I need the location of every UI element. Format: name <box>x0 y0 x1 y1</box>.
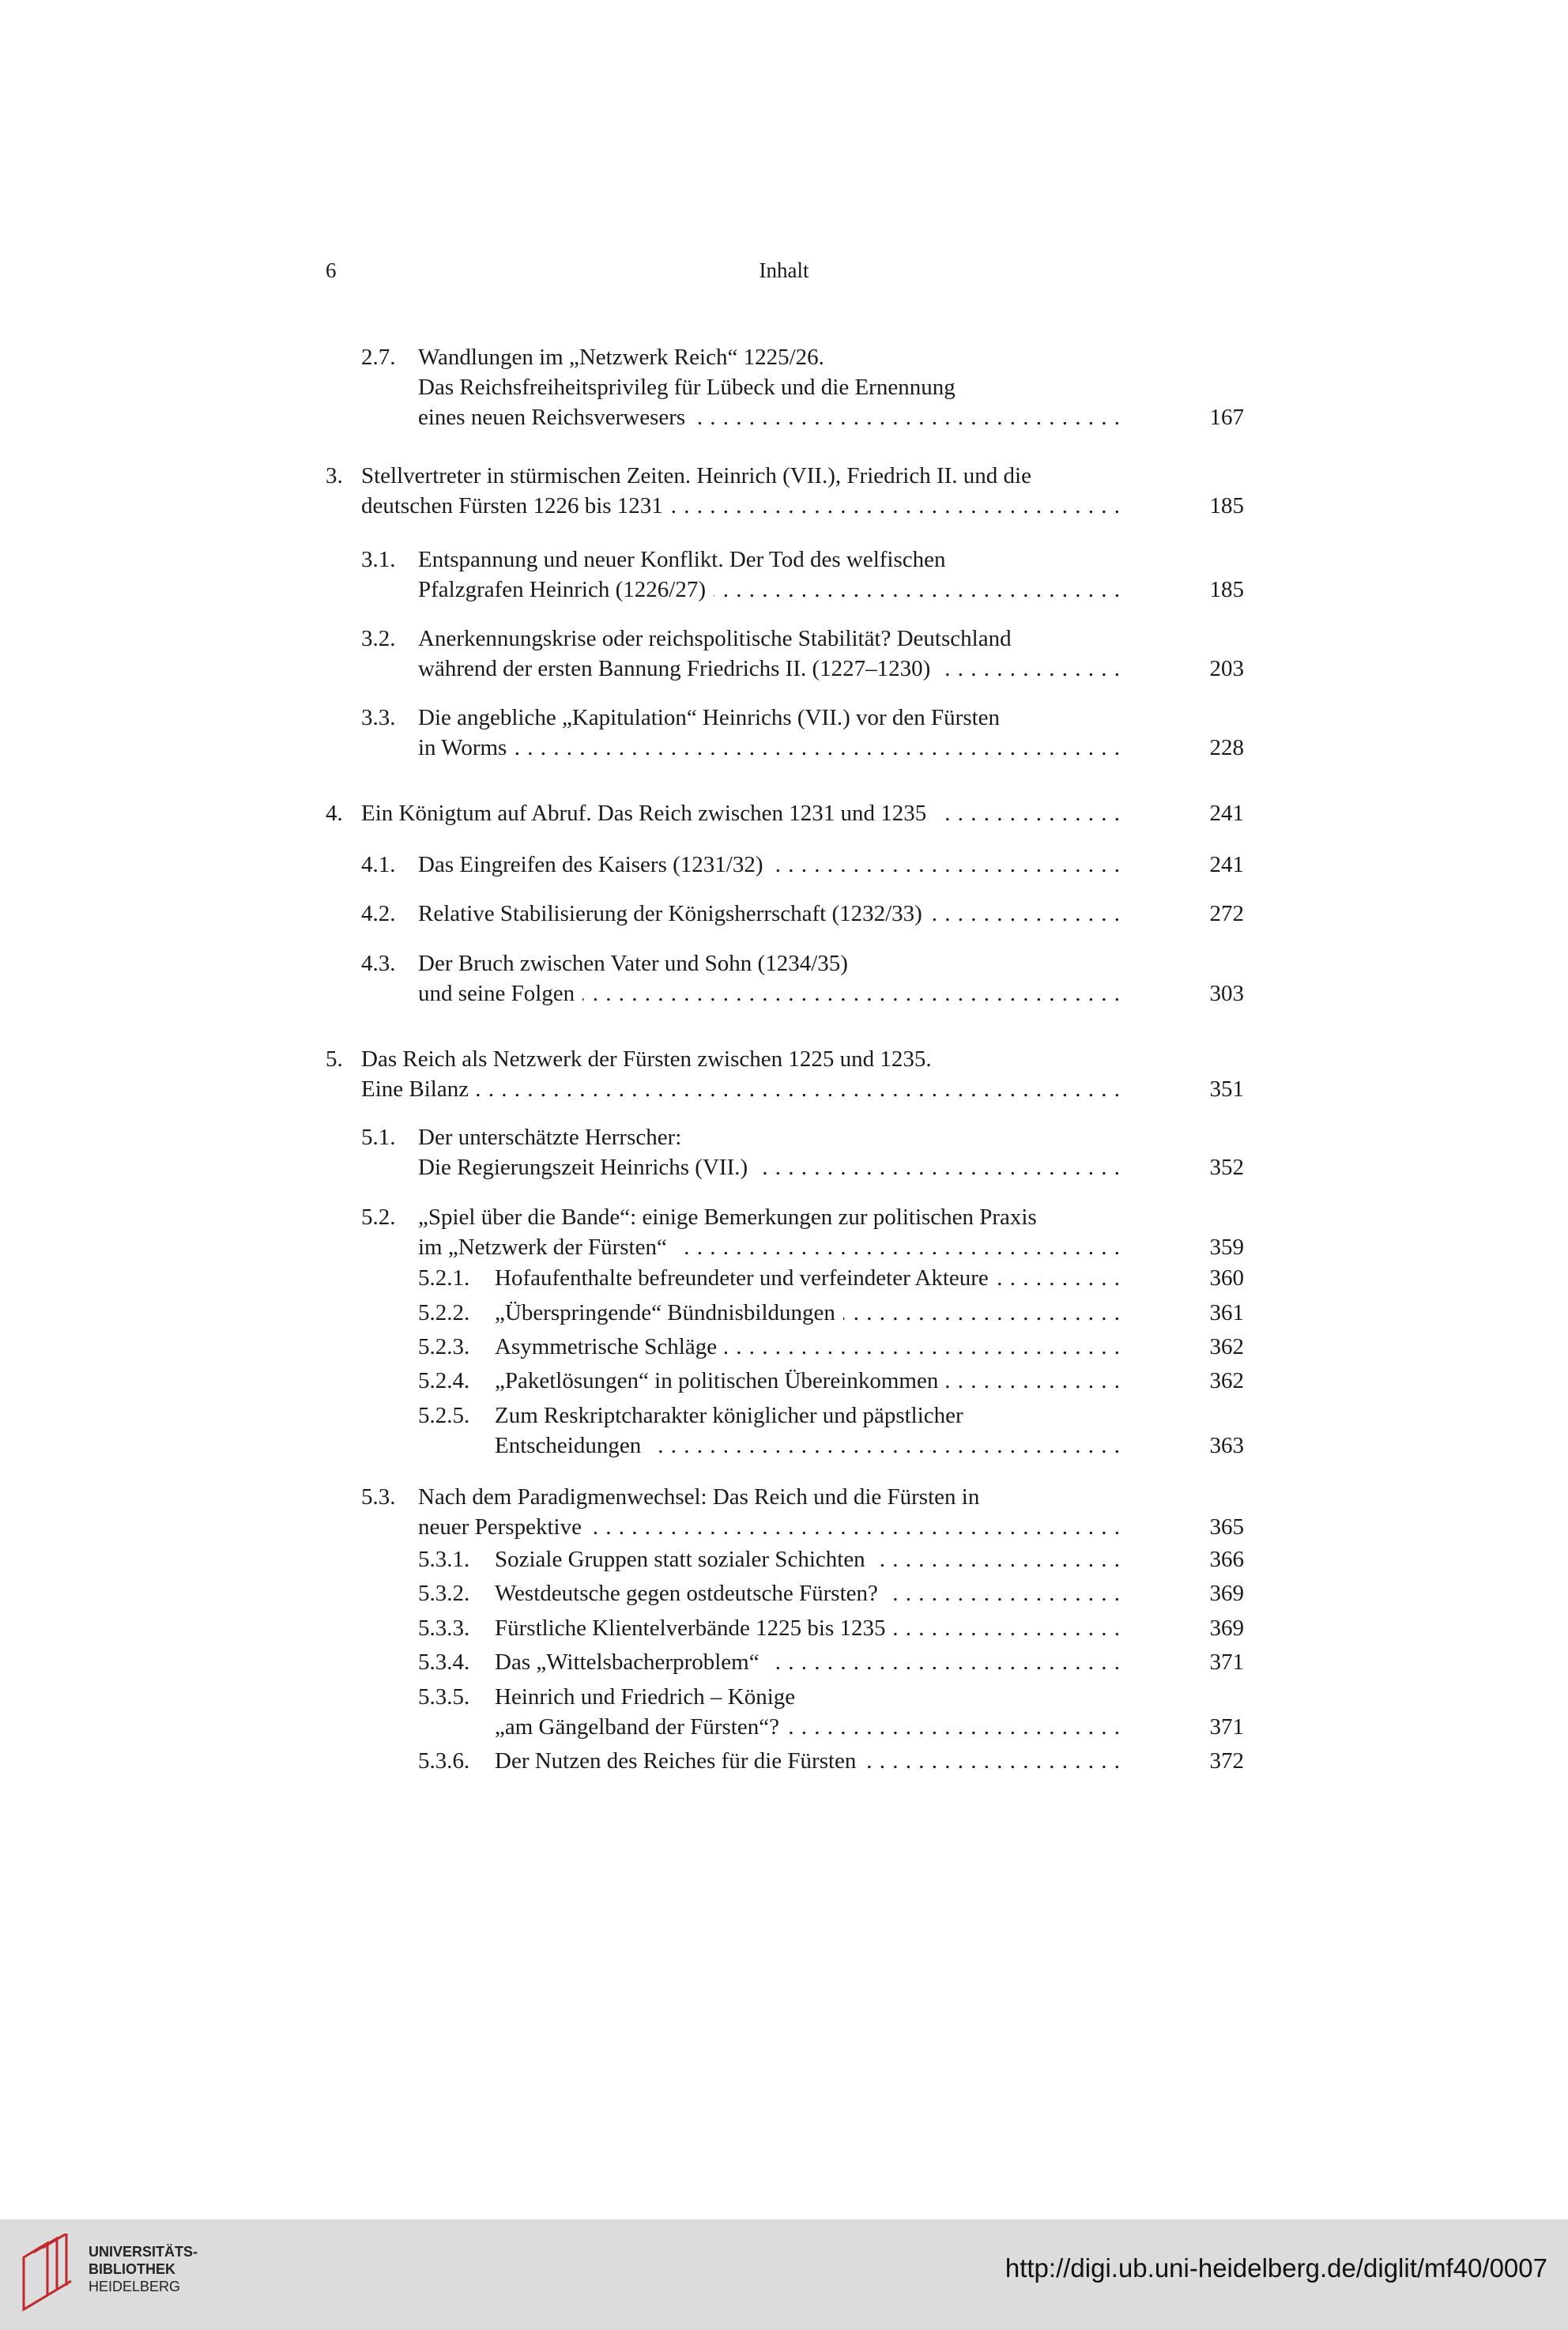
toc-entry-title-line: Soziale Gruppen statt sozialer Schichten <box>495 1547 865 1572</box>
toc-entry-title-line: Entscheidungen <box>495 1433 642 1458</box>
toc-entry-title-line: Ein Königtum auf Abruf. Das Reich zwischen 1231 und 1235 <box>361 801 927 826</box>
dot-leader <box>590 1512 1121 1542</box>
toc-entry-number: 5.3.6. <box>418 1748 470 1774</box>
toc-entry-title-line: Der unterschätzte Herrscher: <box>418 1125 682 1150</box>
dot-leader <box>767 1647 1121 1677</box>
toc-entry-page: 228 <box>1209 735 1244 760</box>
toc-entry-title-line: Hofaufenthalte befreundeter und verfeindeter Akteure <box>495 1265 989 1291</box>
toc-entry-page: 241 <box>1209 852 1244 877</box>
dot-leader <box>582 978 1121 1009</box>
toc-entry-number: 5.3. <box>361 1484 396 1510</box>
toc-entry-title-line: deutschen Fürsten 1226 bis 1231 <box>361 493 663 518</box>
toc-entry-page: 359 <box>1209 1235 1244 1260</box>
toc-entry-title-line: Der Nutzen des Reiches für die Fürsten <box>495 1748 857 1774</box>
toc-entry-title-line: Wandlungen im „Netzwerk Reich“ 1225/26. <box>418 345 824 370</box>
toc-entry-title-line: eines neuen Reichsverwesers <box>418 405 686 430</box>
toc-entry-title-line: Entspannung und neuer Konflikt. Der Tod des welfischen <box>418 547 946 572</box>
running-head: Inhalt <box>759 258 809 282</box>
toc-entry-page: 372 <box>1209 1748 1244 1774</box>
toc-entry-title-line: Das Reich als Netzwerk der Fürsten zwischen 1225 und 1235. <box>361 1046 932 1072</box>
dot-leader <box>787 1712 1121 1742</box>
toc-entry-title-line: „Paketlösungen“ in politischen Übereinkommen <box>495 1368 939 1393</box>
toc-entry-title-line: Der Bruch zwischen Vater und Sohn (1234/35) <box>418 951 848 976</box>
dot-leader <box>946 1366 1121 1396</box>
page-number: 6 <box>326 258 337 282</box>
toc-entry-page: 369 <box>1209 1616 1244 1641</box>
toc-entry-title-line: „am Gängelband der Fürsten“? <box>495 1714 779 1740</box>
toc-entry-page: 371 <box>1209 1649 1244 1675</box>
dot-leader <box>649 1431 1121 1461</box>
toc-entry-page: 185 <box>1209 577 1244 602</box>
toc-entry-title-line: „Spiel über die Bande“: einige Bemerkungen zur politischen Praxis <box>418 1205 1037 1230</box>
toc-entry-title-line: „Überspringende“ Bündnisbildungen <box>495 1300 835 1325</box>
toc-entry-title-line: Das Reichsfreiheitsprivileg für Lübeck und die Ernennung <box>418 375 956 400</box>
toc-entry-title-line: Pfalzgrafen Heinrich (1226/27) <box>418 577 706 602</box>
dot-leader <box>873 1544 1121 1574</box>
logo-line: UNIVERSITÄTS- <box>89 2244 198 2260</box>
dot-leader <box>894 1613 1121 1643</box>
toc-entry-number: 5.3.1. <box>418 1547 470 1572</box>
toc-entry-page: 362 <box>1209 1368 1244 1393</box>
toc-entry-number: 5. <box>326 1046 343 1072</box>
toc-entry-number: 5.3.4. <box>418 1649 470 1675</box>
toc-entry-page: 241 <box>1209 801 1244 826</box>
library-logo-icon <box>16 2234 79 2313</box>
toc-entry-number: 3.1. <box>361 547 396 572</box>
toc-entry-number: 4.3. <box>361 951 396 976</box>
toc-entry-page: 369 <box>1209 1581 1244 1606</box>
toc-entry-title-line: Fürstliche Klientelverbände 1225 bis 1235 <box>495 1616 886 1641</box>
toc-entry-title-line: Relative Stabilisierung der Königsherrschaft (1232/33) <box>418 901 922 926</box>
toc-entry-number: 5.2.2. <box>418 1300 470 1325</box>
toc-entry-number: 5.3.2. <box>418 1581 470 1606</box>
dot-leader <box>675 1232 1121 1262</box>
toc-entry-title-line: Asymmetrische Schläge <box>495 1334 718 1359</box>
toc-entry-title-line: Das Eingreifen des Kaisers (1231/32) <box>418 852 763 877</box>
toc-entry-title-line: im „Netzwerk der Fürsten“ <box>418 1235 667 1260</box>
toc-entry-page: 351 <box>1209 1076 1244 1102</box>
toc-entry-page: 361 <box>1209 1300 1244 1325</box>
toc-entry-title-line: Anerkennungskrise oder reichspolitische Stabilität? Deutschland <box>418 626 1012 651</box>
toc-entry-number: 5.3.5. <box>418 1684 470 1710</box>
toc-entry-page: 362 <box>1209 1334 1244 1359</box>
toc-entry-title-line: während der ersten Bannung Friedrichs II. (1227–1230) <box>418 656 931 681</box>
toc-entry-title-line: Eine Bilanz <box>361 1076 469 1102</box>
toc-entry-number: 3. <box>326 463 343 488</box>
toc-entry-title-line: Heinrich und Friedrich – Könige <box>495 1684 796 1710</box>
toc-entry-title-line: Zum Reskriptcharakter königlicher und päpstlicher <box>495 1403 963 1428</box>
dot-leader <box>725 1332 1121 1362</box>
toc-entry-page: 365 <box>1209 1514 1244 1540</box>
toc-entry-page: 303 <box>1209 981 1244 1006</box>
toc-entry-page: 203 <box>1209 656 1244 681</box>
toc-entry-number: 5.2. <box>361 1205 396 1230</box>
toc-entry-number: 5.2.1. <box>418 1265 470 1291</box>
logo-line: BIBLIOTHEK <box>89 2261 175 2277</box>
dot-leader <box>938 654 1121 684</box>
toc-entry-number: 3.2. <box>361 626 396 651</box>
toc-entry-number: 5.2.4. <box>418 1368 470 1393</box>
dot-leader <box>714 575 1121 605</box>
dot-leader <box>477 1074 1121 1104</box>
toc-entry-number: 2.7. <box>361 345 396 370</box>
toc-entry-title-line: Die angebliche „Kapitulation“ Heinrichs (VII.) vor den Fürsten <box>418 705 1001 730</box>
toc-entry-title-line: Nach dem Paradigmenwechsel: Das Reich und die Fürsten in <box>418 1484 980 1510</box>
toc-entry-page: 185 <box>1209 493 1244 518</box>
toc-entry-page: 363 <box>1209 1433 1244 1458</box>
dot-leader <box>997 1263 1121 1293</box>
library-logo-text <box>89 2243 198 2295</box>
toc-entry-number: 5.2.5. <box>418 1403 470 1428</box>
toc-entry-title-line: in Worms <box>418 735 507 760</box>
dot-leader <box>886 1578 1121 1608</box>
dot-leader <box>693 402 1121 432</box>
dot-leader <box>771 850 1121 880</box>
dot-leader <box>864 1746 1121 1776</box>
footer-bar <box>0 2219 1568 2330</box>
dot-leader <box>936 798 1121 828</box>
dot-leader <box>671 491 1121 521</box>
dot-leader <box>843 1298 1121 1328</box>
toc-entry-page: 366 <box>1209 1547 1244 1572</box>
toc-entry-title-line: Die Regierungszeit Heinrichs (VII.) <box>418 1155 748 1180</box>
toc-entry-title-line: Stellvertreter in stürmischen Zeiten. Heinrich (VII.), Friedrich II. und die <box>361 463 1031 488</box>
dot-leader <box>756 1152 1121 1182</box>
toc-entry-page: 272 <box>1209 901 1244 926</box>
toc-entry-title-line: Westdeutsche gegen ostdeutsche Fürsten? <box>495 1581 878 1606</box>
logo-line: HEIDELBERG <box>89 2279 181 2294</box>
toc-entry-number: 4.1. <box>361 852 396 877</box>
toc-entry-number: 5.2.3. <box>418 1334 470 1359</box>
toc-entry-page: 352 <box>1209 1155 1244 1180</box>
toc-entry-number: 5.1. <box>361 1125 396 1150</box>
dot-leader <box>515 733 1121 763</box>
toc-entry-title-line: und seine Folgen <box>418 981 575 1006</box>
toc-entry-title-line: Das „Wittelsbacherproblem“ <box>495 1649 760 1675</box>
toc-entry-number: 4.2. <box>361 901 396 926</box>
toc-entry-page: 360 <box>1209 1265 1244 1291</box>
toc-entry-number: 3.3. <box>361 705 396 730</box>
toc-entry-title-line: neuer Perspektive <box>418 1514 582 1540</box>
toc-entry-page: 371 <box>1209 1714 1244 1740</box>
toc-entry-number: 5.3.3. <box>418 1616 470 1641</box>
dot-leader <box>930 899 1121 929</box>
toc-entry-page: 167 <box>1209 405 1244 430</box>
source-url-link[interactable]: http://digi.ub.uni-heidelberg.de/diglit/mf40/0007 <box>1004 2253 1547 2283</box>
toc-entry-number: 4. <box>326 801 343 826</box>
